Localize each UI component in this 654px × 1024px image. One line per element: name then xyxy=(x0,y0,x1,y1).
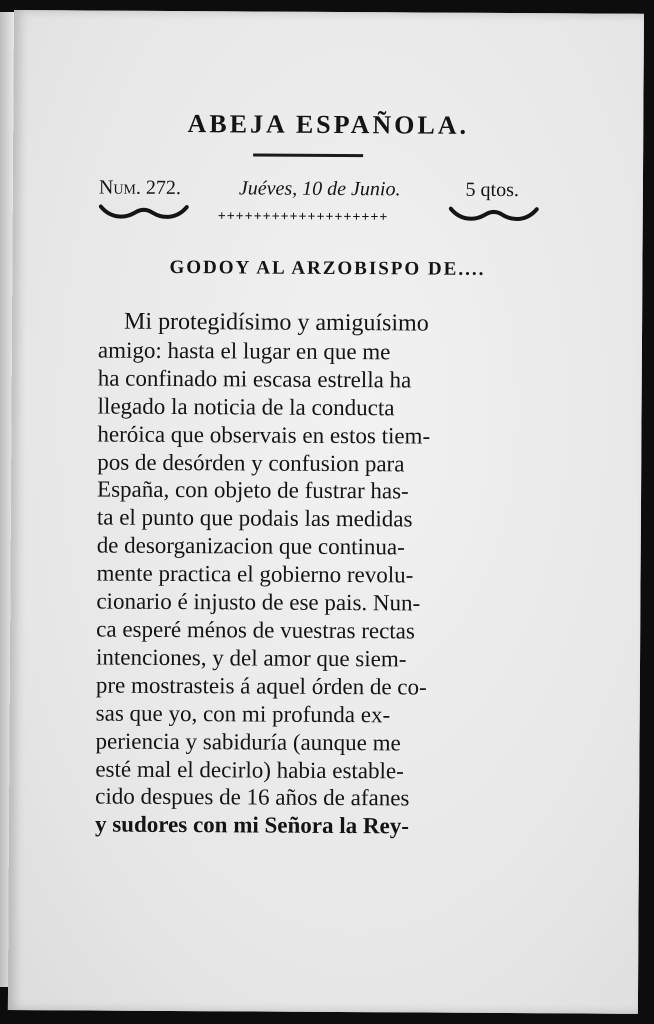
body-line: amigo: hasta el lugar en que me xyxy=(97,337,391,365)
body-line: periencia y sabiduría (aunque me xyxy=(95,728,401,755)
issue-price: 5 qtos. xyxy=(465,178,519,202)
cross-ornament-row: +++++++++++++++++++ xyxy=(217,209,389,226)
body-line: ta el punto que podais las medidas xyxy=(96,504,413,532)
body-line: y sudores con mi Señora la Rey- xyxy=(94,811,410,839)
body-line: llegado la noticia de la conducta xyxy=(97,393,395,421)
issue-date: Juéves, 10 de Junio. xyxy=(238,177,401,201)
body-line: de desorganizacion que continua- xyxy=(96,532,405,560)
body-line: cido despues de 16 años de afanes xyxy=(95,783,410,811)
body-line: España, con objeto de fustrar has- xyxy=(96,476,409,504)
article-body xyxy=(95,309,522,842)
newspaper-page xyxy=(8,10,644,1014)
article-headline: GODOY AL ARZOBISPO DE.... xyxy=(169,256,486,280)
body-line: intenciones, y del amor que siem- xyxy=(95,644,407,672)
body-line: mente practica el gobierno revolu- xyxy=(96,560,414,588)
body-line: ca esperé ménos de vuestras rectas xyxy=(96,616,415,644)
body-line: Mi protegidísimo y amiguísimo xyxy=(124,308,429,337)
issue-number: Num. 272. xyxy=(98,176,181,200)
body-line: sas que yo, con mi profunda ex- xyxy=(95,700,391,727)
issue-info-row xyxy=(99,177,519,206)
show-through-bleed xyxy=(92,140,523,333)
body-line: heróica que observais en estos tiem- xyxy=(97,421,431,449)
body-line: pos de desórden y confusion para xyxy=(97,449,405,476)
body-line: ha confinado mi escasa estrella ha xyxy=(97,365,412,393)
left-swash-ornament xyxy=(99,203,189,226)
right-swash-ornament xyxy=(449,205,539,228)
body-line: cionario é injusto de ese pais. Nun- xyxy=(96,588,421,616)
body-line: esté mal el decirlo) habia estable- xyxy=(95,756,404,783)
masthead-title: ABEJA ESPAÑOLA. xyxy=(187,109,470,140)
body-line: pre mostrasteis á aquel órden de co- xyxy=(95,672,427,700)
